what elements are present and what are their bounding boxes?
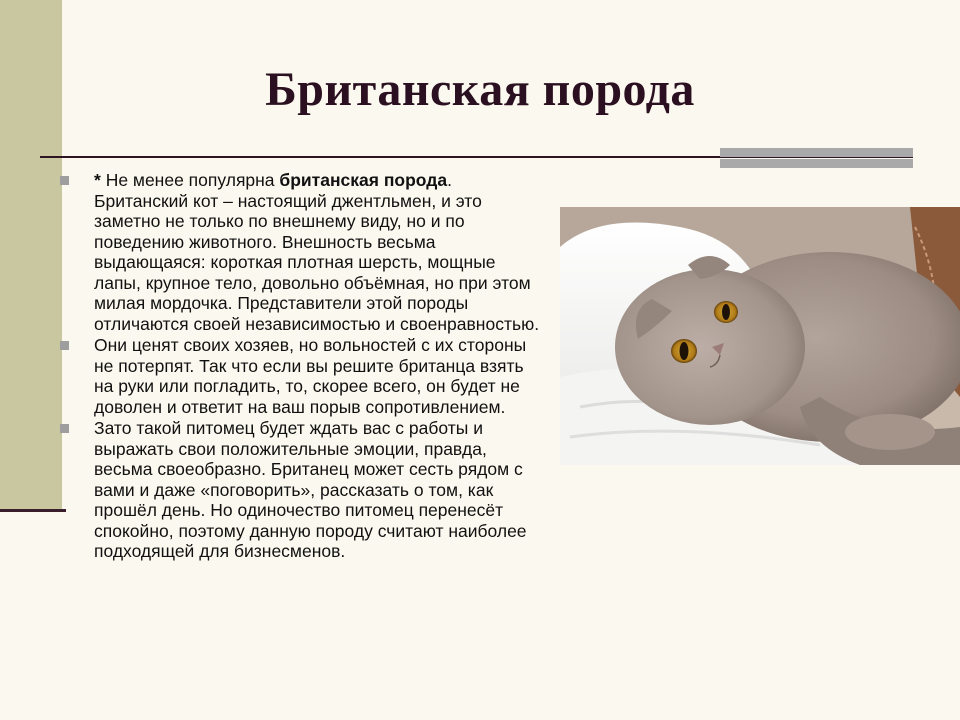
bullet-list: [60, 170, 540, 562]
bullet-item-2: [60, 335, 540, 417]
bullet-text-bold: британская порода: [279, 170, 448, 190]
side-decor-line: [0, 509, 66, 512]
cat-photo: [560, 207, 960, 465]
bullet-marker-icon: [60, 176, 69, 185]
title-accent-bars: [720, 148, 913, 168]
bullet-text-post: . Британский кот – настоящий джентльмен, и это заметно не только по внешнему виду, но и по поведению животного. Внешность весьма выдающаяся: короткая плотная шерсть, мощные лапы, крупное тело, довольно объёмная, но при этом милая мордочка. Представители этой породы отличаются своей независимостью и своенравностью.: [94, 170, 540, 334]
bullet-text: Зато такой питомец будет ждать вас с работы и выражать свои положительные эмоции, правда, весьма своеобразно. Британец может сесть рядом с вами и даже «поговорить», рассказать о том, как прошёл день. Но одиночество питомец перенесёт спокойно, поэтому данную породу считают наиболее подходящей для бизнесменов.: [94, 418, 527, 561]
cat-photo-graphic: [560, 207, 960, 465]
slide-title: Британская порода: [265, 63, 695, 116]
bullet-text-pre: Не менее популярна: [105, 170, 280, 190]
bullet-item-3: [60, 418, 540, 562]
bullet-text: Они ценят своих хозяев, но вольностей с их стороны не потерпят. Так что если вы решите британца взять на руки или погладить, то, скорее всего, он будет не доволен и ответит на ваш порыв сопротивлением.: [94, 335, 527, 417]
bullet-marker-icon: [60, 424, 69, 433]
bullet-item-1: [60, 170, 540, 334]
bullet-asterisk: *: [94, 170, 106, 190]
bullet-marker-icon: [60, 341, 69, 350]
